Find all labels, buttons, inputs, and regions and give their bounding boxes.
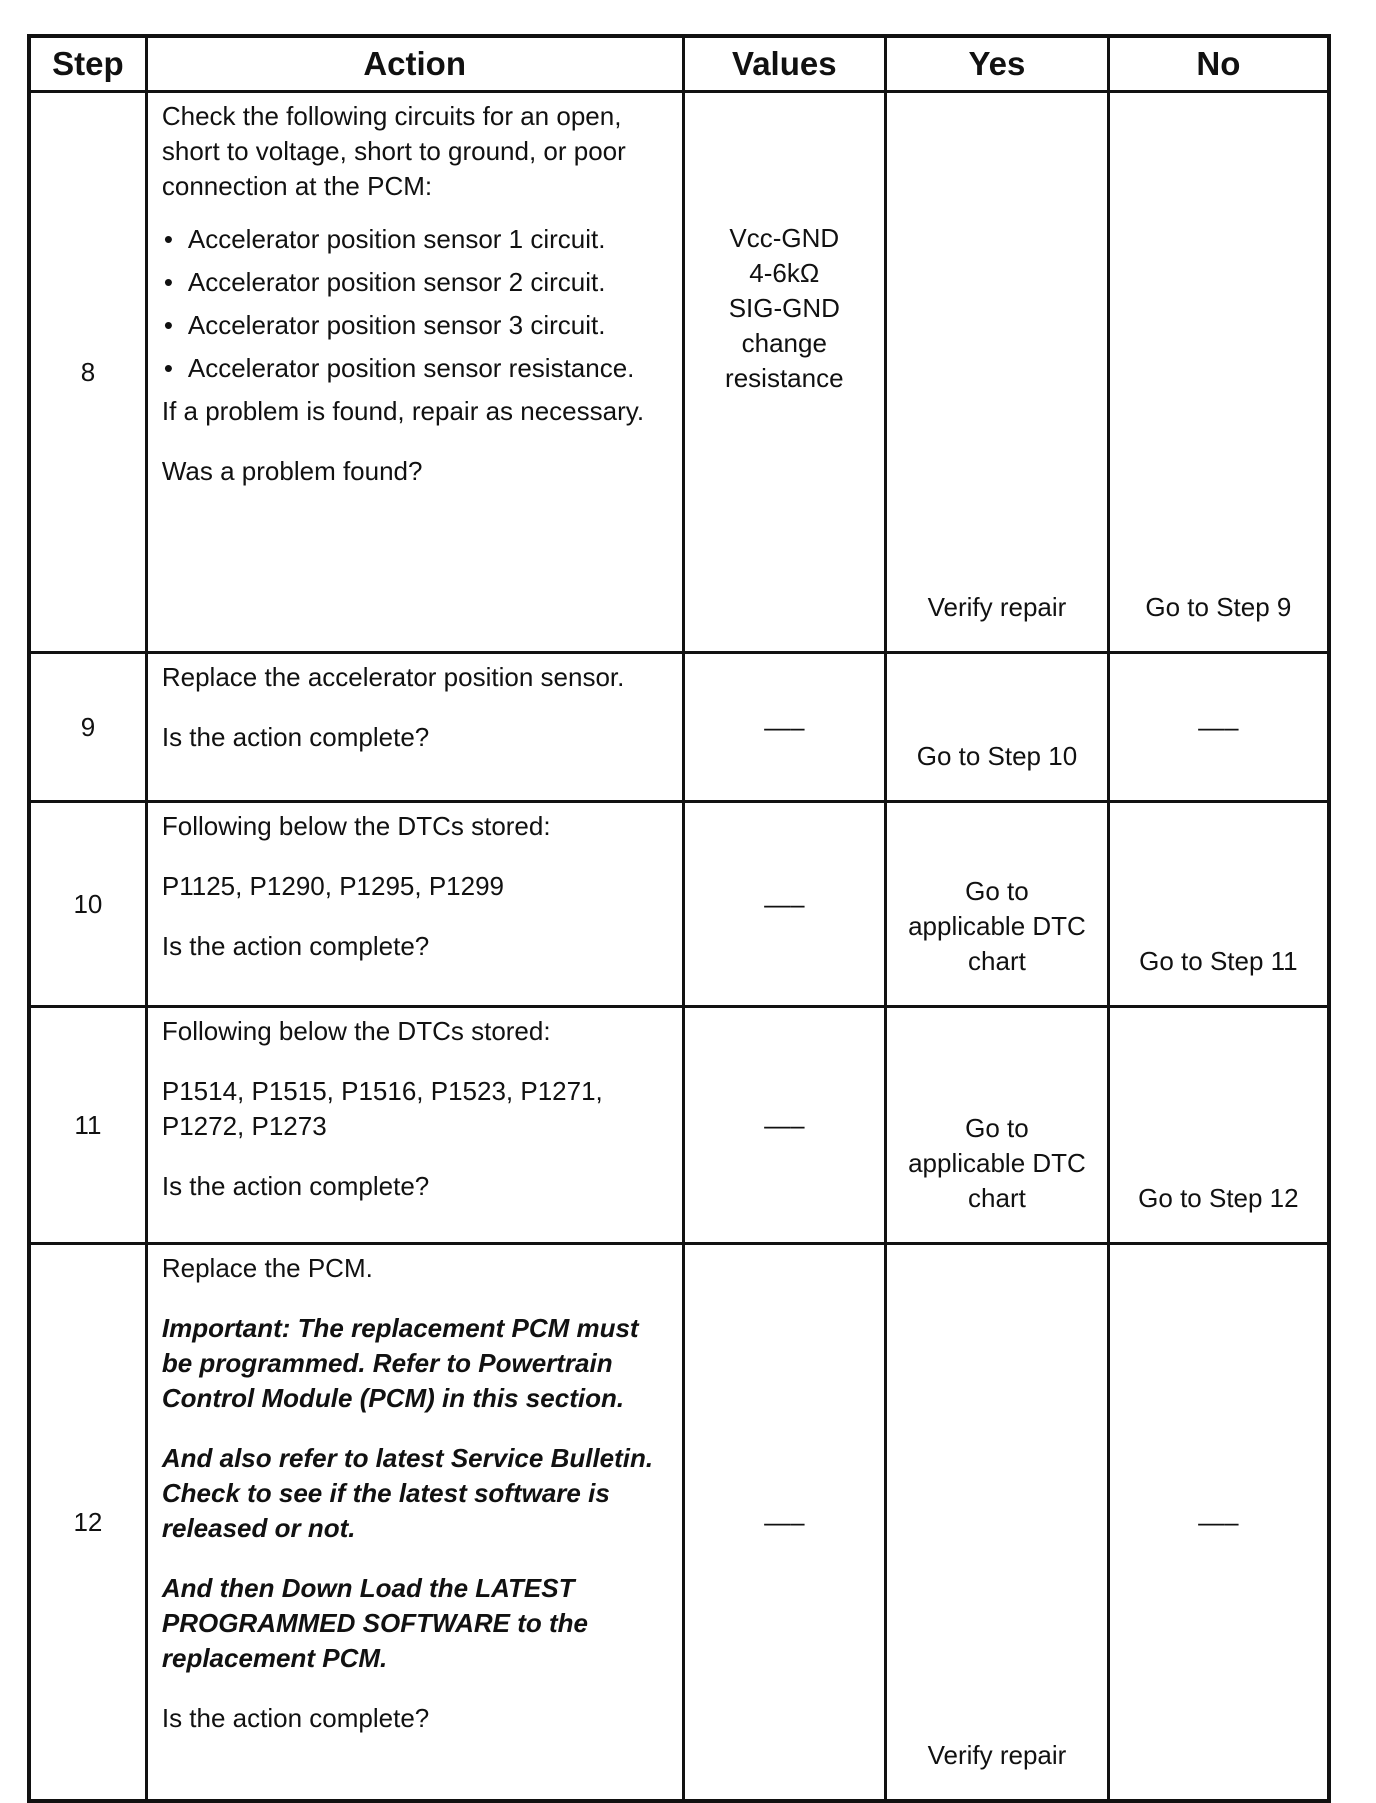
header-action: Action <box>146 36 683 92</box>
header-row <box>29 36 1329 92</box>
step-number: 10 <box>29 802 146 1007</box>
yes-text: Go to applicable DTC chart <box>908 876 1086 976</box>
list-item: • Accelerator position sensor resistance. <box>162 351 670 386</box>
action-cell <box>146 92 683 653</box>
list-item: • Accelerator position sensor 2 circuit. <box>162 265 670 300</box>
action-intro: Following below the DTCs stored: <box>161 1016 551 1046</box>
values-cell: —– <box>683 653 886 802</box>
action-cell <box>146 653 683 802</box>
header-no: No <box>1108 36 1329 92</box>
values-cell <box>683 92 886 653</box>
no-cell: —– <box>1108 653 1329 802</box>
yes-cell: Verify repair <box>886 1244 1109 1802</box>
step-number: 12 <box>29 1244 146 1802</box>
table-row-step-9 <box>29 653 1329 802</box>
header-yes: Yes <box>886 36 1109 92</box>
action-intro: Replace the PCM. <box>161 1253 373 1283</box>
action-question: Is the action complete? <box>161 1703 430 1733</box>
yes-cell <box>886 1007 1109 1244</box>
table-row-step-11 <box>29 1007 1329 1244</box>
table-row-step-12 <box>29 1244 1329 1802</box>
value-line: change <box>741 328 827 358</box>
value-line: resistance <box>725 363 844 393</box>
action-cell <box>146 1007 683 1244</box>
step-number: 11 <box>29 1007 146 1244</box>
values-cell: —– <box>683 1007 886 1244</box>
action-question: Is the action complete? <box>161 722 430 752</box>
header-values: Values <box>683 36 886 92</box>
yes-text: Go to applicable DTC chart <box>908 1113 1086 1213</box>
values-cell: —– <box>683 1244 886 1802</box>
value-line: 4-6kΩ <box>749 258 820 288</box>
table-row-step-8 <box>29 92 1329 653</box>
action-question: Is the action complete? <box>161 1171 430 1201</box>
header-step: Step <box>29 36 146 92</box>
diagnostic-table <box>27 34 1331 1803</box>
yes-cell: Verify repair <box>886 92 1109 653</box>
action-question: Was a problem found? <box>161 456 423 486</box>
download-software-note: And then Down Load the LATEST PROGRAMMED SOFTWARE to the replacement PCM. <box>161 1573 588 1673</box>
dtc-codes: P1514, P1515, P1516, P1523, P1271, P1272, P1273 <box>161 1076 603 1141</box>
action-cell <box>146 1244 683 1802</box>
list-item: • Accelerator position sensor 1 circuit. <box>162 222 670 257</box>
no-cell: Go to Step 11 <box>1108 802 1329 1007</box>
action-note: If a problem is found, repair as necessary. <box>161 396 645 426</box>
action-intro: Following below the DTCs stored: <box>161 811 551 841</box>
values-cell: —– <box>683 802 886 1007</box>
no-cell: —– <box>1108 1244 1329 1802</box>
yes-cell <box>886 802 1109 1007</box>
important-note: Important: The replacement PCM must be programmed. Refer to Powertrain Control Module (PCM) in this section. <box>161 1313 639 1413</box>
no-cell: Go to Step 9 <box>1108 92 1329 653</box>
action-intro: Check the following circuits for an open, short to voltage, short to ground, or poor connection at the PCM: <box>161 101 626 201</box>
value-line: Vcc-GND <box>729 223 840 253</box>
step-number: 8 <box>29 92 146 653</box>
yes-cell: Go to Step 10 <box>886 653 1109 802</box>
action-cell <box>146 802 683 1007</box>
dtc-codes: P1125, P1290, P1295, P1299 <box>161 871 504 901</box>
service-bulletin-note: And also refer to latest Service Bulletin. Check to see if the latest software is released or not. <box>161 1443 654 1543</box>
action-question: Is the action complete? <box>161 931 430 961</box>
list-item: • Accelerator position sensor 3 circuit. <box>162 308 670 343</box>
no-cell: Go to Step 12 <box>1108 1007 1329 1244</box>
value-line: SIG-GND <box>728 293 840 323</box>
table-row-step-10 <box>29 802 1329 1007</box>
action-intro: Replace the accelerator position sensor. <box>161 662 625 692</box>
circuit-list <box>162 222 670 386</box>
step-number: 9 <box>29 653 146 802</box>
